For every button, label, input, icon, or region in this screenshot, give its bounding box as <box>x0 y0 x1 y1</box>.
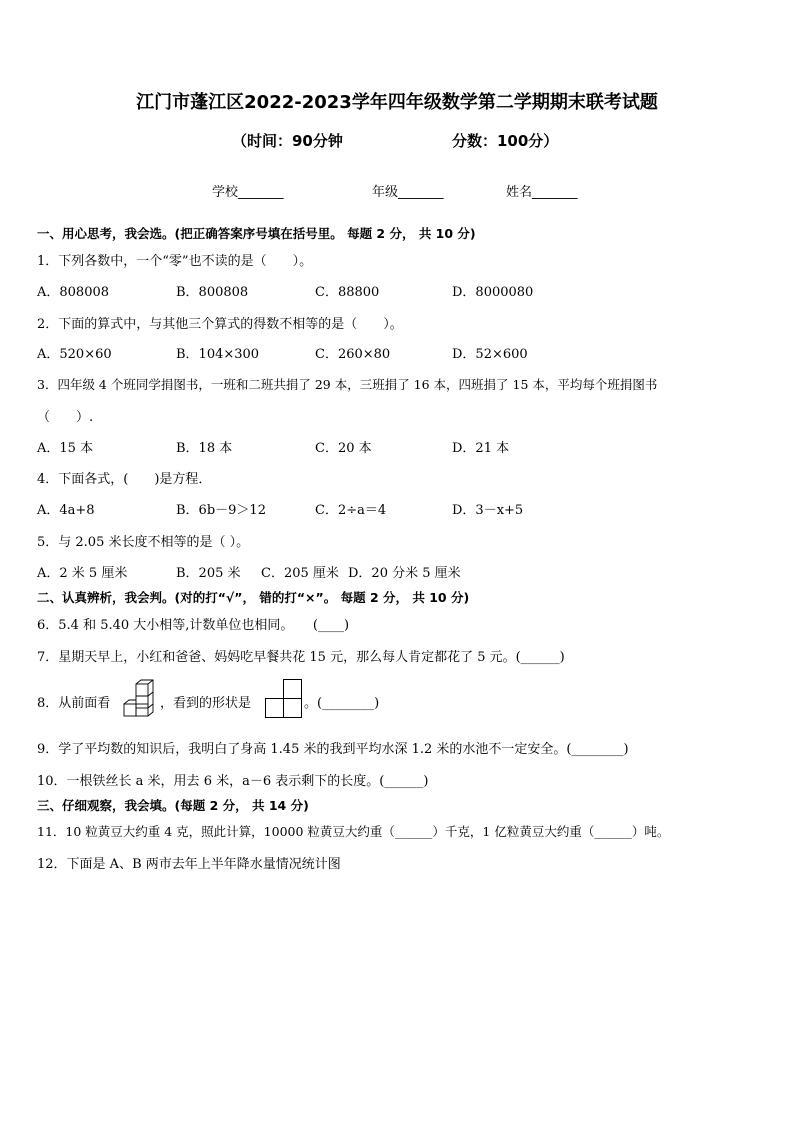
q2-option-c: C．260×80 <box>315 347 391 362</box>
q2-option-b: B．104×300 <box>176 347 260 362</box>
q1-option-b: B．800808 <box>176 285 249 300</box>
school-field: 学校_______ <box>212 185 284 200</box>
q1-option-a: A．808008 <box>37 285 110 300</box>
question-3-blank: （ ）. <box>37 410 94 425</box>
question-6: 6．5.4 和 5.40 大小相等,计数单位也相同。 (____) <box>37 618 350 633</box>
page-title: 江门市蓬江区2022-2023学年四年级数学第二学期期末联考试题 <box>136 92 658 113</box>
q2-option-d: D．52×600 <box>452 347 528 362</box>
question-12: 12．下面是 A、B 两市去年上半年降水量情况统计图 <box>37 857 341 872</box>
q5-option-a: A．2 米 5 厘米 <box>37 566 128 581</box>
question-10: 10．一根铁丝长 a 米，用去 6 米，a－6 表示剩下的长度。(______) <box>37 774 429 789</box>
question-2: 2．下面的算式中，与其他三个算式的得数不相等的是（ ）。 <box>37 317 403 332</box>
q3-option-d: D．21 本 <box>452 441 510 456</box>
q5-option-c: C．205 厘米 <box>261 566 339 581</box>
q4-option-c: C．2÷a＝4 <box>315 503 387 518</box>
q4-option-d: D．3－x+5 <box>452 503 524 518</box>
question-8-prefix: 8．从前面看 <box>37 696 111 711</box>
grade-field: 年级_______ <box>372 185 444 200</box>
q4-option-b: B．6b－9＞12 <box>176 503 266 518</box>
question-11: 11．10 粒黄豆大约重 4 克，照此计算，10000 粒黄豆大约重（______）千克，1 亿粒黄豆大约重（______）吨。 <box>37 824 670 839</box>
question-5: 5．与 2.05 米长度不相等的是（ ）。 <box>37 535 250 550</box>
q5-option-b: B．205 米 <box>176 566 241 581</box>
question-8-middle: ，看到的形状是 <box>160 696 252 711</box>
section-3-heading: 三、仔细观察，我会填。(每题 2 分， 共 14 分) <box>37 798 309 813</box>
name-field: 姓名_______ <box>506 185 578 200</box>
q4-option-a: A．4a+8 <box>37 503 95 518</box>
q2-option-a: A．520×60 <box>37 347 112 362</box>
cube-stack-figure <box>117 678 157 718</box>
question-9: 9．学了平均数的知识后，我明白了身高 1.45 米的我到平均水深 1.2 米的水池不一定安全。(________) <box>37 742 629 757</box>
q1-option-d: D．8000080 <box>452 285 534 300</box>
exam-score: 分数：100分） <box>452 132 559 150</box>
section-2-heading: 二、认真辨析，我会判。(对的打“√”， 错的打“×”。 每题 2 分， 共 10 分) <box>37 590 470 605</box>
section-1-heading: 一、用心思考，我会选。(把正确答案序号填在括号里。 每题 2 分， 共 10 分) <box>37 226 476 241</box>
question-3: 3．四年级 4 个班同学捐图书，一班和二班共捐了 29 本，三班捐了 16 本，四班捐了 15 本，平均每个班捐图书 <box>37 377 658 392</box>
front-view-shape-figure <box>264 678 304 720</box>
question-7: 7．星期天早上，小红和爸爸、妈妈吃早餐共花 15 元，那么每人肯定都花了 5 元。(______) <box>37 650 565 665</box>
q3-option-a: A．15 本 <box>37 441 94 456</box>
exam-time: （时间：90分钟 <box>232 132 343 150</box>
question-4: 4．下面各式，( )是方程． <box>37 472 212 487</box>
q1-option-c: C．88800 <box>315 285 380 300</box>
q3-option-b: B．18 本 <box>176 441 233 456</box>
question-1: 1．下列各数中，一个“零”也不读的是（ ）。 <box>37 254 313 269</box>
q3-option-c: C．20 本 <box>315 441 372 456</box>
q5-option-d: D．20 分米 5 厘米 <box>348 566 461 581</box>
question-8-suffix: 。(________) <box>304 696 380 711</box>
